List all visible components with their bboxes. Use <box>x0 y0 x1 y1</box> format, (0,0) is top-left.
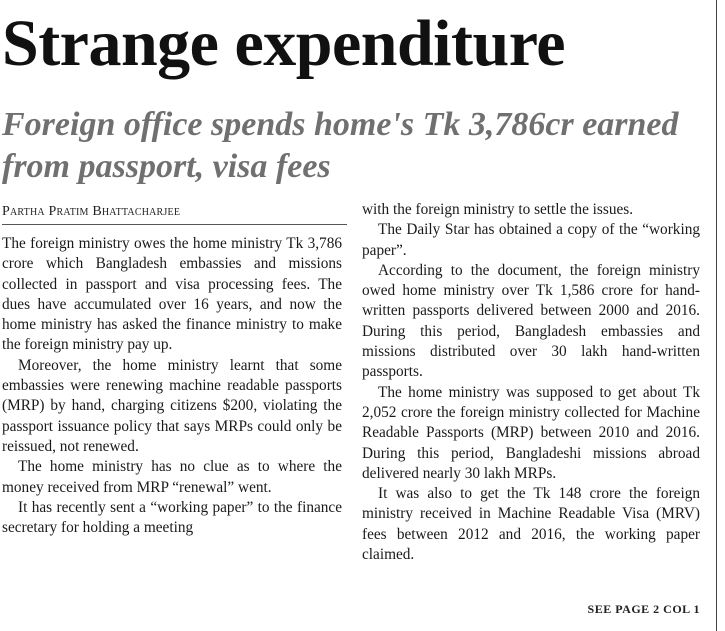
continuation-jump-line[interactable]: SEE PAGE 2 COL 1 <box>587 602 700 616</box>
column-rule <box>716 0 717 631</box>
subheadline: Foreign office spends home's Tk 3,786cr earned from passport, visa fees <box>2 106 679 185</box>
paragraph: It has recently sent a “working paper” to the finance secretary for holding a meeting <box>2 498 342 537</box>
paragraph: Moreover, the home ministry learnt that some embassies were renewing machine readable passports (MRP) by hand, charging citizens $200, violating the passport issuance policy that says MRPs could only be reissued, not renewed. <box>2 356 342 455</box>
paragraph: The Daily Star has obtained a copy of the “working paper”. <box>362 221 700 259</box>
paragraph: The foreign ministry owes the home ministry Tk 3,786 crore which Bangladesh embassies and missions collected in passport and visa processing fees. The dues have accumulated over 16 years, and now the home ministry has asked the finance ministry to make the foreign ministry pay up. <box>2 235 342 354</box>
byline: Partha Pratim Bhattacharjee <box>2 202 347 225</box>
paragraph: The home ministry was supposed to get about Tk 2,052 crore the foreign ministry collected for Machine Readable Passports (MRP) between 2010 and 2016. During this period, Bangladeshi missions abroad delivered nearly 30 lakh MRPs. <box>362 383 700 482</box>
article-column-right <box>362 200 700 565</box>
paragraph: The home ministry has no clue as to where the money received from MRP “renewal” went. <box>2 458 342 496</box>
article-column-left <box>2 234 342 538</box>
paragraph: with the foreign ministry to settle the issues. <box>362 201 634 218</box>
paragraph: According to the document, the foreign ministry owed home ministry over Tk 1,586 crore for hand-written passports delivered between 2000 and 2016. During this period, Bangladesh embassies and missions distributed over 30 lakh hand-written passports. <box>362 261 700 381</box>
paragraph: It was also to get the Tk 148 crore the foreign ministry received in Machine Readable Visa (MRV) fees between 2012 and 2016, the working paper claimed. <box>362 485 700 564</box>
headline: Strange expenditure <box>2 7 566 80</box>
